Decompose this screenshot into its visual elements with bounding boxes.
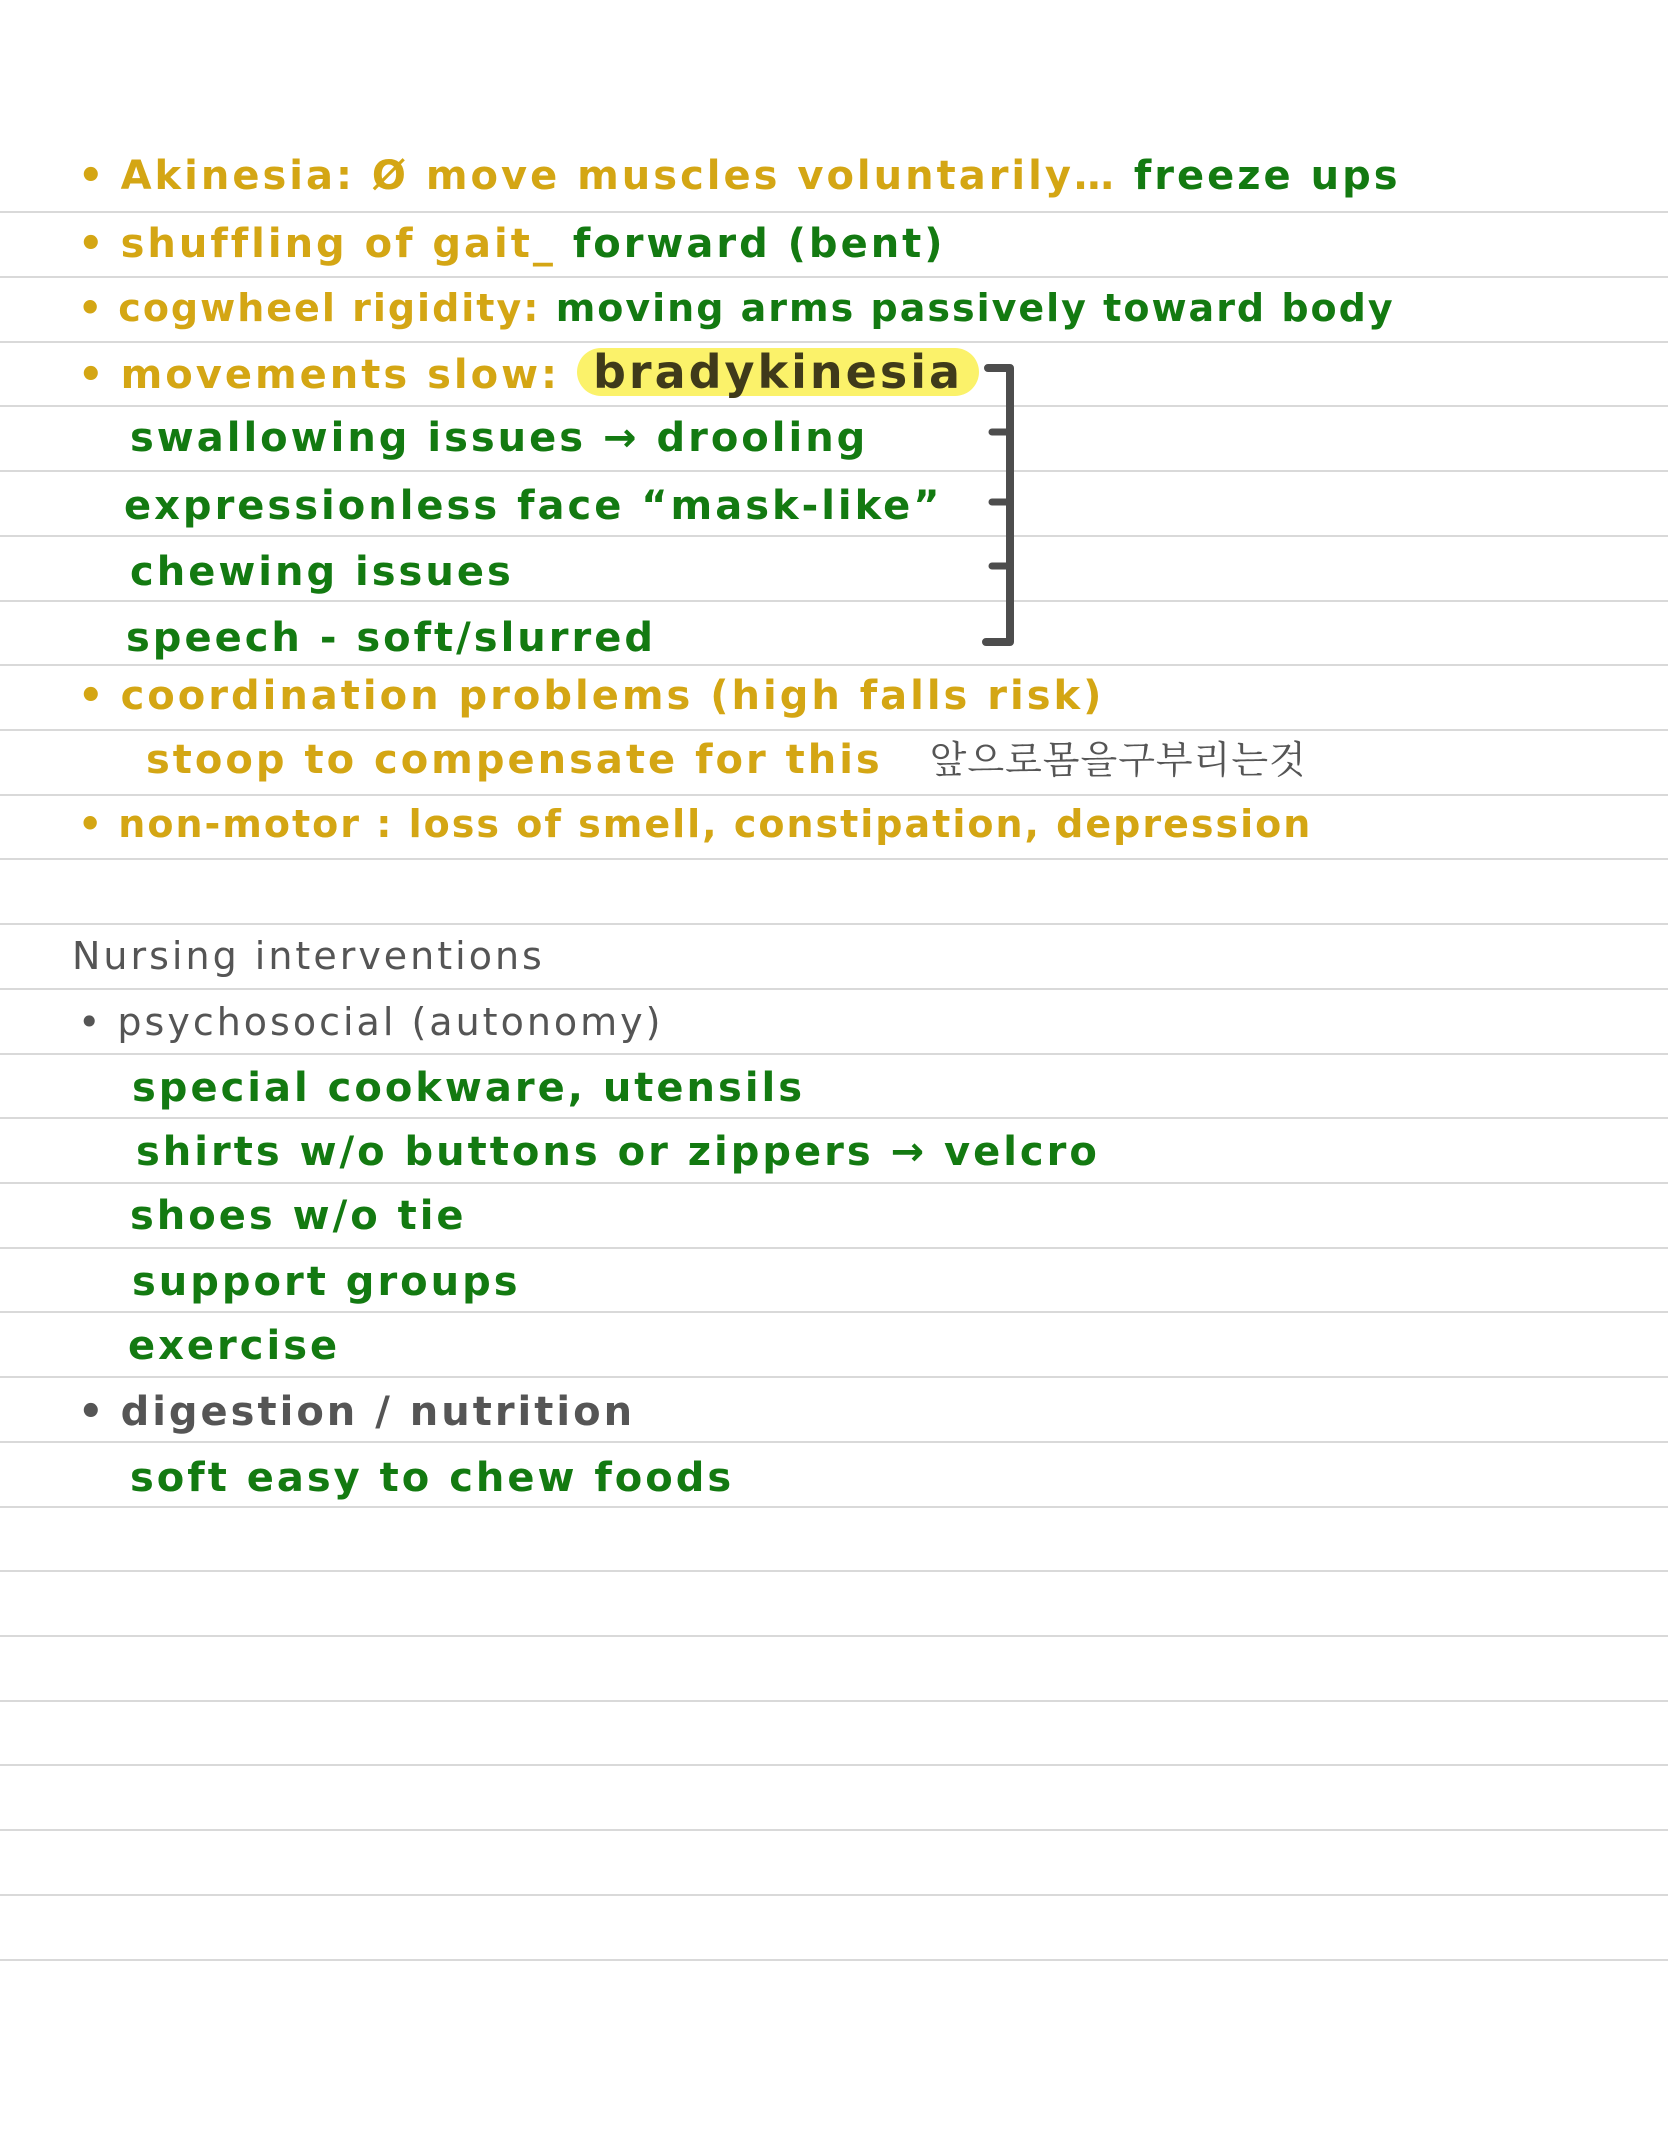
ruled-line xyxy=(0,1311,1668,1313)
note-shuffling xyxy=(78,220,946,268)
psychosocial-label: psychosocial (autonomy) xyxy=(117,1000,664,1044)
akinesia-text: Ø move muscles voluntarily… xyxy=(371,153,1117,199)
ruled-line xyxy=(0,858,1668,860)
akinesia-extra: freeze ups xyxy=(1133,153,1401,199)
ruled-line xyxy=(0,1635,1668,1637)
note-coordination xyxy=(78,672,1104,720)
ruled-line xyxy=(0,1247,1668,1249)
ruled-line xyxy=(0,923,1668,925)
shuffling-label: shuffling of gait_ xyxy=(120,221,556,267)
bullet: • xyxy=(78,1000,104,1044)
cogwheel-extra: moving arms passively toward body xyxy=(555,286,1395,330)
stoop-korean: 앞으로몸을구부리는것 xyxy=(929,738,1307,782)
nursing-psychosocial xyxy=(78,998,663,1046)
shuffling-extra: forward (bent) xyxy=(572,221,946,267)
ruled-line xyxy=(0,211,1668,213)
ruled-line xyxy=(0,341,1668,343)
ruled-line xyxy=(0,988,1668,990)
ruled-line xyxy=(0,1376,1668,1378)
bracket-icon xyxy=(970,360,1030,650)
nursing-soft-foods: soft easy to chew foods xyxy=(130,1455,735,1501)
note-stoop xyxy=(146,736,1307,784)
ruled-line xyxy=(0,276,1668,278)
ruled-line xyxy=(0,600,1668,602)
nursing-item-shoes: shoes w/o tie xyxy=(130,1193,467,1239)
bullet: • xyxy=(78,802,105,846)
stoop-text: stoop to compensate for this xyxy=(146,737,883,783)
bullet: • xyxy=(78,153,107,199)
cogwheel-label: cogwheel rigidity: xyxy=(118,286,541,330)
nursing-item-support: support groups xyxy=(132,1259,521,1305)
ruled-line xyxy=(0,1570,1668,1572)
bullet: • xyxy=(78,286,105,330)
digestion-label: digestion / nutrition xyxy=(120,1389,636,1435)
ruled-line xyxy=(0,1053,1668,1055)
ruled-line xyxy=(0,1117,1668,1119)
sub-chewing: chewing issues xyxy=(130,549,514,595)
sub-expressionless: expressionless face “mask-like” xyxy=(124,483,943,529)
nursing-heading: Nursing interventions xyxy=(72,934,545,978)
sub-swallowing: swallowing issues → drooling xyxy=(130,415,869,461)
note-akinesia xyxy=(78,152,1401,200)
ruled-line xyxy=(0,535,1668,537)
bradykinesia-highlight: bradykinesia xyxy=(577,348,979,396)
note-cogwheel xyxy=(78,284,1395,332)
coordination-label: coordination problems (high falls risk) xyxy=(120,673,1105,719)
bullet: • xyxy=(78,1389,107,1435)
ruled-line xyxy=(0,729,1668,731)
bullet: • xyxy=(78,673,107,719)
movements-label: movements slow: xyxy=(120,352,561,398)
ruled-line xyxy=(0,1506,1668,1508)
ruled-line xyxy=(0,470,1668,472)
bullet: • xyxy=(78,352,107,398)
ruled-line xyxy=(0,1700,1668,1702)
nonmotor-label: non-motor : loss of smell, constipation, depression xyxy=(118,802,1313,846)
nursing-item-shirts: shirts w/o buttons or zippers → velcro xyxy=(136,1129,1100,1175)
ruled-line xyxy=(0,1182,1668,1184)
ruled-line xyxy=(0,1441,1668,1443)
note-movements xyxy=(78,345,979,399)
ruled-line xyxy=(0,1894,1668,1896)
ruled-line xyxy=(0,1959,1668,1961)
ruled-line xyxy=(0,1829,1668,1831)
nursing-digestion xyxy=(78,1388,635,1436)
akinesia-label: Akinesia: xyxy=(120,153,355,199)
ruled-line xyxy=(0,1764,1668,1766)
ruled-line xyxy=(0,405,1668,407)
sub-speech: speech - soft/slurred xyxy=(126,615,656,661)
ruled-line xyxy=(0,794,1668,796)
nursing-item-cookware: special cookware, utensils xyxy=(132,1065,806,1111)
nursing-item-exercise: exercise xyxy=(128,1323,341,1369)
ruled-line xyxy=(0,664,1668,666)
note-nonmotor xyxy=(78,800,1312,848)
bullet: • xyxy=(78,221,107,267)
